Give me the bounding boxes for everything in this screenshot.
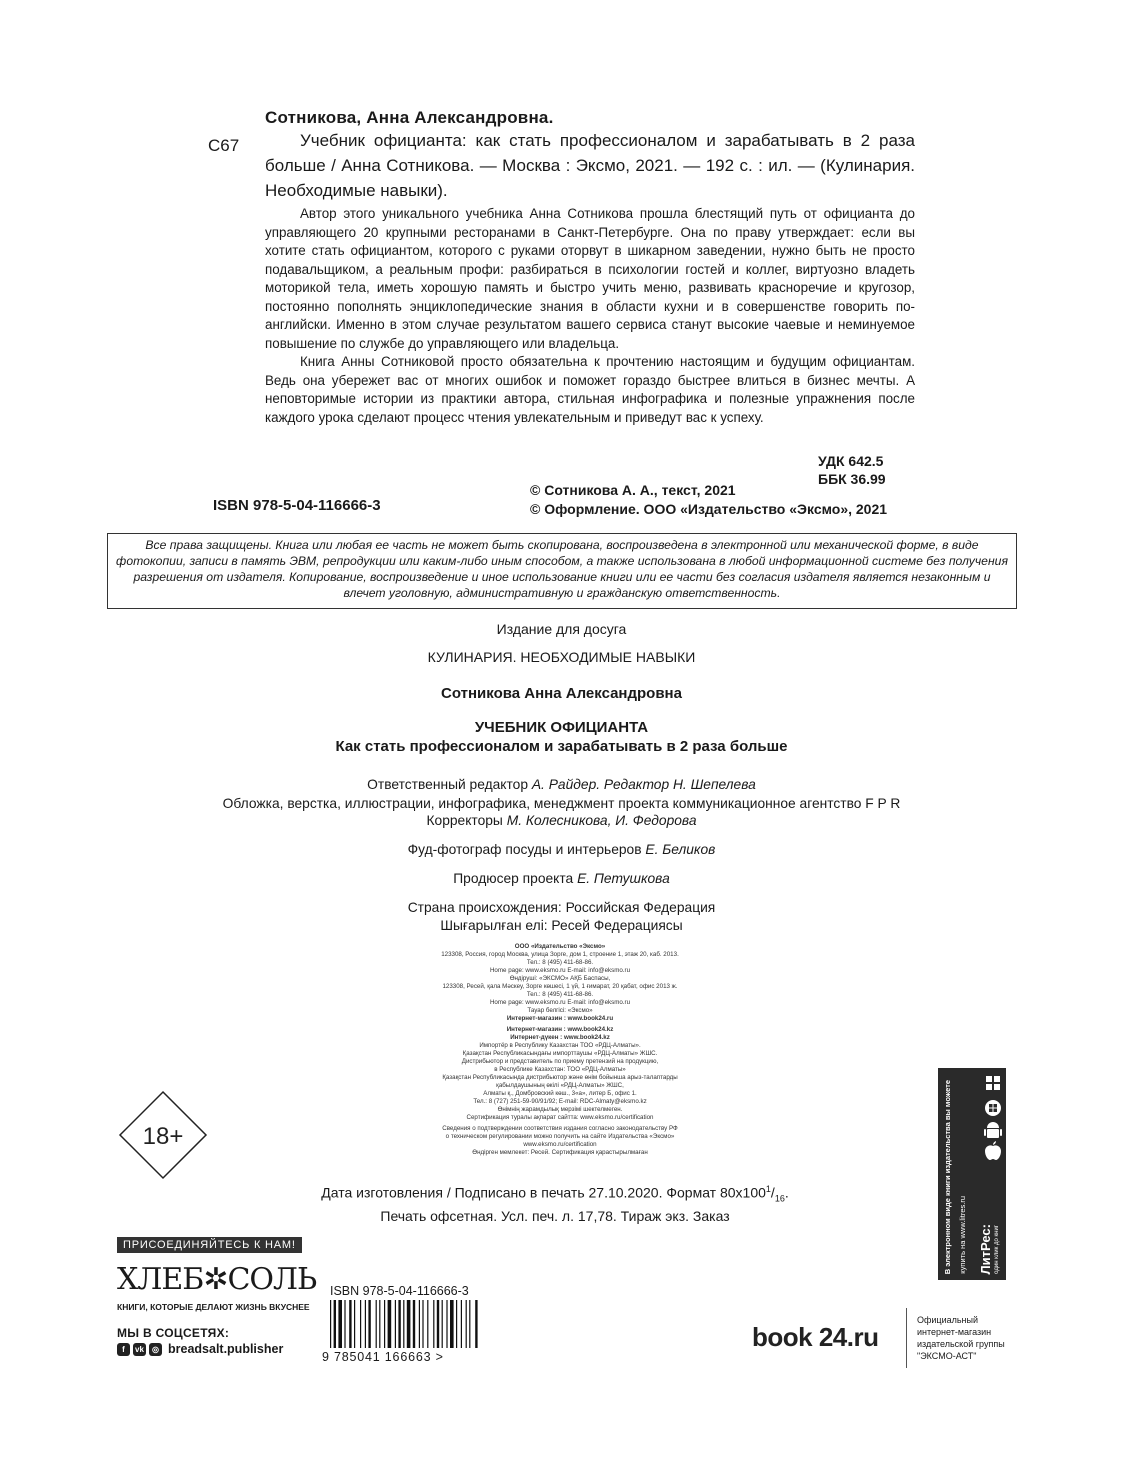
platform-icons (984, 1074, 1002, 1162)
publisher-line: Home page: www.eksmo.ru E-mail: info@eksmo.ru (489, 967, 631, 974)
barcode-bar (466, 1300, 467, 1348)
barcode-bar (354, 1300, 355, 1348)
publisher-line: 123308, Россия, город Москва, улица Зорге, дом 1, строение 1, этаж 20, каб. 2013. (441, 951, 679, 958)
barcode-bar (398, 1300, 400, 1348)
author-code: С67 (208, 136, 240, 155)
barcode-bar (427, 1300, 428, 1348)
abstract-paragraph-1: Автор этого уникального учебника Анна Сотникова прошла блестящий путь от официанта до управляющего 20 крупными ресторанами в Санкт-Петербурге. Она по праву утверждает: если вы хотите стать официантом, которого с руками оторвут в шикарном заведении, нужно быть не просто подавальщиком, а реальным профи: разбираться в психологии гостей и коллег, виртуозно владеть моторикой тела, иметь хорошую память и быстро учить меню, развивать красноречие и кругозор, постоянно пополнять энциклопедические знания в области кухни и в совершенстве говорить по-английски. Именно в этом случае результатом вашего сервиса станут высокие чаевые и неминуемое повышение по службе до управляющего или владельца. (265, 206, 915, 351)
vk-icon[interactable]: vk (133, 1343, 146, 1356)
publisher-line: Сертификация туралы ақпарат сайтта: www.eksmo.ru/certification (466, 1114, 654, 1121)
publisher-line: Импортёр в Республику Казахстан ТОО «РДЦ-Алматы». (479, 1042, 641, 1049)
barcode-bar (433, 1300, 434, 1348)
barcode-bar (450, 1300, 454, 1348)
book24-divider (906, 1308, 907, 1368)
copyright-design: © Оформление. ООО «Издательство «Эксмо», 2021 (530, 501, 888, 517)
age-rating-badge (118, 1090, 208, 1180)
print-details (290, 1180, 820, 1225)
print-info: Печать офсетная. Усл. печ. л. 17,78. Тираж экз. Заказ (380, 1208, 730, 1225)
barcode-bar (365, 1300, 366, 1348)
bibliographic-description (265, 128, 915, 203)
facebook-icon[interactable]: f (117, 1343, 130, 1356)
credits-photographer (0, 840, 1123, 859)
publisher-line: Интернет-дүкен : www.book24.kz (510, 1034, 610, 1041)
author-full-name: Сотникова Анна Александровна (441, 685, 682, 702)
author-heading: Сотникова, Анна Александровна. (265, 108, 554, 127)
barcode-bar (368, 1300, 370, 1348)
photo-label: Фуд-фотограф посуды и интерьеров (407, 842, 642, 857)
barcode-bar (334, 1300, 336, 1348)
publisher-line: Тел.: 8 (727) 251-59-90/91/92; E-mail: RDC-Almaty@eksmo.kz (473, 1098, 647, 1105)
publisher-line: в Республике Казахстан: ТОО «РДЦ-Алматы» (494, 1066, 626, 1073)
barcode-bar (446, 1300, 447, 1348)
producer-name: Е. Петушкова (577, 871, 670, 886)
publisher-info (330, 943, 790, 1157)
social-links (117, 1342, 283, 1356)
barcode-bar (422, 1300, 423, 1348)
correctors-names: М. Колесникова, И. Федорова (506, 813, 697, 828)
rights-notice: Все права защищены. Книга или любая ее часть не может быть скопирована, воспроизведена в электронной или механической форме, в виде фотокопии, записи в память ЭВМ, репродукции или каким-либо иным способом, а также использована в любой информационной системе без получения разрешения от издателя. Копирование, воспроизведение и иное использование книги или ее части без согласия издателя является незаконным и влечет уголовную, административную и гражданскую ответственность. (107, 533, 1017, 609)
copyright-text: © Сотникова А. А., текст, 2021 (530, 482, 736, 498)
barcode-bar (461, 1300, 462, 1348)
book24-line: Официальный (917, 1315, 979, 1325)
apple-icon (985, 1141, 1001, 1160)
publisher-line: Алматы қ., Домбровский көш., 3«а», литер Б, офис 1. (483, 1090, 637, 1097)
editor-names: А. Райдер. Редактор Н. Шепелева (531, 777, 756, 792)
publisher-line: www.eksmo.ru/certification (523, 1141, 597, 1148)
publisher-line: Home page: www.eksmo.ru E-mail: info@eksmo.ru (489, 999, 631, 1006)
logo-tagline: КНИГИ, КОТОРЫЕ ДЕЛАЮТ ЖИЗНЬ ВКУСНЕЕ (117, 1302, 310, 1312)
barcode-bar (338, 1300, 342, 1348)
publisher-line: Сведения о подтверждении соответствия издания согласно законодательству РФ (442, 1125, 678, 1132)
litres-text-2: купить на www.litres.ru (958, 1196, 967, 1274)
producer-label: Продюсер проекта (453, 871, 574, 886)
publisher-line: Тауар белгісі: «Эксмо» (527, 1007, 593, 1014)
barcode-bar (349, 1300, 351, 1348)
udk-code: УДК 642.5 (818, 453, 884, 469)
publisher-line: Қазақстан Республикасында дистрибьютор және өнім бойынша арыз-талаптарды (442, 1074, 678, 1081)
publisher-line: Дистрибьютор и представитель по приему претензий на продукцию, (461, 1058, 659, 1065)
copyright-block (530, 481, 887, 519)
print-date: Дата изготовления / Подписано в печать 27.10.2020. Формат 80x100 (321, 1184, 766, 1201)
barcode-bar (379, 1300, 380, 1348)
instagram-icon[interactable]: ◎ (149, 1343, 162, 1356)
barcode-bar (469, 1300, 470, 1348)
barcode-bar (376, 1300, 377, 1348)
editor-label: Ответственный редактор (367, 777, 529, 792)
litres-text-1: В электронном виде книги издательства вы можете (943, 1079, 952, 1274)
edition-type: Издание для досуга (496, 621, 627, 637)
barcode-bar (384, 1300, 385, 1348)
bbk-code: ББК 36.99 (818, 471, 886, 487)
print-date-line: Дата изготовления / Подписано в печать 27.10.2020. Формат $80x100^1/_{16}$. (321, 1184, 789, 1204)
book24-line: интернет-магазин (917, 1327, 992, 1337)
book24-line: издательской группы (917, 1339, 1005, 1349)
series-name: КУЛИНАРИЯ. НЕОБХОДИМЫЕ НАВЫКИ (427, 649, 696, 665)
publisher-line: о техническом регулировании можно получить на сайте Издательства «Эксмо» (445, 1133, 675, 1140)
windows-icon (986, 1076, 1000, 1090)
barcode-bar (388, 1300, 392, 1348)
litres-banner[interactable] (938, 1068, 1006, 1280)
publisher-line: ООО «Издательство «Эксмо» (514, 943, 606, 950)
publisher-line: Тел.: 8 (495) 411-68-86. (526, 991, 594, 998)
book24-logo[interactable]: book 24.ru (752, 1322, 879, 1352)
isbn: ISBN 978-5-04-116666-3 (213, 497, 381, 514)
barcode-bar (442, 1300, 443, 1348)
publisher-line: Қазақстан Республикасындағы импорттаушы «РДЦ-Алматы» ЖШС. (462, 1050, 658, 1057)
barcode-bar (407, 1300, 411, 1348)
country-of-origin-kz: Шығарылған елі: Ресей Федерациясы (440, 918, 683, 933)
publisher-line: Өнімнің жарамдылық мерзімі шектелмеген. (497, 1106, 623, 1113)
publisher-line: қабылдаушының өкілі «РДЦ-Алматы» ЖШС, (496, 1082, 624, 1089)
barcode-bar (413, 1300, 415, 1348)
publisher-line: Өндіруші: «ЭКСМО» АҚБ Баспасы, (509, 975, 611, 982)
barcode-bar (395, 1300, 396, 1348)
barcode-bar (456, 1300, 457, 1348)
barcode-bar (475, 1300, 477, 1348)
publisher-line: 123308, Ресей, қала Мәскеу, Зорге көшесі, 1 үй, 1 ғимарат, 20 қабат, офис 2013 ж. (442, 983, 678, 990)
social-label: МЫ В СОЦСЕТЯХ: (117, 1326, 230, 1340)
publisher-line: Өндірген мемлекет: Ресей. Сертификация қарастырылмаған (472, 1149, 648, 1156)
hleb-sol-logo: ХЛЕБ✲СОЛЬ (117, 1262, 317, 1297)
windows-phone-icon (985, 1100, 1001, 1116)
book24-description (917, 1314, 1005, 1362)
age-rating-text: 18+ (142, 1123, 184, 1150)
isbn-barcode (328, 1300, 498, 1350)
credits-editor (0, 775, 1123, 794)
litres-logo: ЛитРес: (978, 1223, 993, 1274)
credits-producer (0, 869, 1123, 888)
abstract-paragraph-2: Книга Анны Сотниковой просто обязательна к прочтению настоящим и будущим официантам. Ведь она убережет вас от многих ошибок и поможет гораздо быстрее влиться в бизнес мечты. А неповторимые истории из практики автора, стильная инфографика и полезные упражнения после каждого урока сделают процесс чтения увлекательным и приведут вас к успеху. (265, 354, 915, 425)
barcode-bar (360, 1300, 361, 1348)
barcode-digits: 9 785041 166663 > (322, 1350, 444, 1364)
book-subtitle: Как стать профессионалом и зарабатывать в 2 раза больше (335, 738, 788, 755)
barcode-bar (330, 1300, 331, 1348)
barcode-bar (344, 1300, 345, 1348)
credits-correctors (0, 811, 1123, 830)
publisher-line: Интернет-магазин : www.book24.kz (506, 1026, 614, 1033)
credits-design: Обложка, верстка, иллюстрации, инфографика, менеджмент проекта коммуникационное агентство F P R (222, 796, 901, 811)
publisher-line: Интернет-магазин : www.book24.ru (506, 1015, 614, 1022)
publisher-line: Тел.: 8 (495) 411-68-86. (526, 959, 594, 966)
format-superscript: 1 (765, 1184, 771, 1194)
country-of-origin: Страна происхождения: Российская Федерация (407, 900, 716, 915)
join-us-banner: ПРИСОЕДИНЯЙТЕСЬ К НАМ! (117, 1237, 302, 1253)
book-title: УЧЕБНИК ОФИЦИАНТА (474, 719, 649, 736)
barcode-bar (437, 1300, 439, 1348)
litres-tagline: один клик до книг (994, 1225, 1000, 1274)
barcode-bar (403, 1300, 404, 1348)
barcode-bar (419, 1300, 420, 1348)
social-handle[interactable]: breadsalt.publisher (168, 1342, 284, 1356)
abstract (265, 205, 915, 427)
photo-name: Е. Беликов (645, 842, 716, 857)
barcode-isbn-label: ISBN 978-5-04-116666-3 (330, 1284, 469, 1298)
correctors-label: Корректоры (426, 813, 503, 828)
book24-line: "ЭКСМО-АСТ" (917, 1351, 977, 1361)
format-subscript: 16 (774, 1193, 785, 1204)
description-text: Учебник официанта: как стать профессионалом и зарабатывать в 2 раза больше / Анна Сотникова. — Москва : Эксмо, 2021. — 192 с. : ил. — (Кулинария. Необходимые навыки). (265, 131, 915, 200)
android-icon (984, 1122, 1002, 1138)
